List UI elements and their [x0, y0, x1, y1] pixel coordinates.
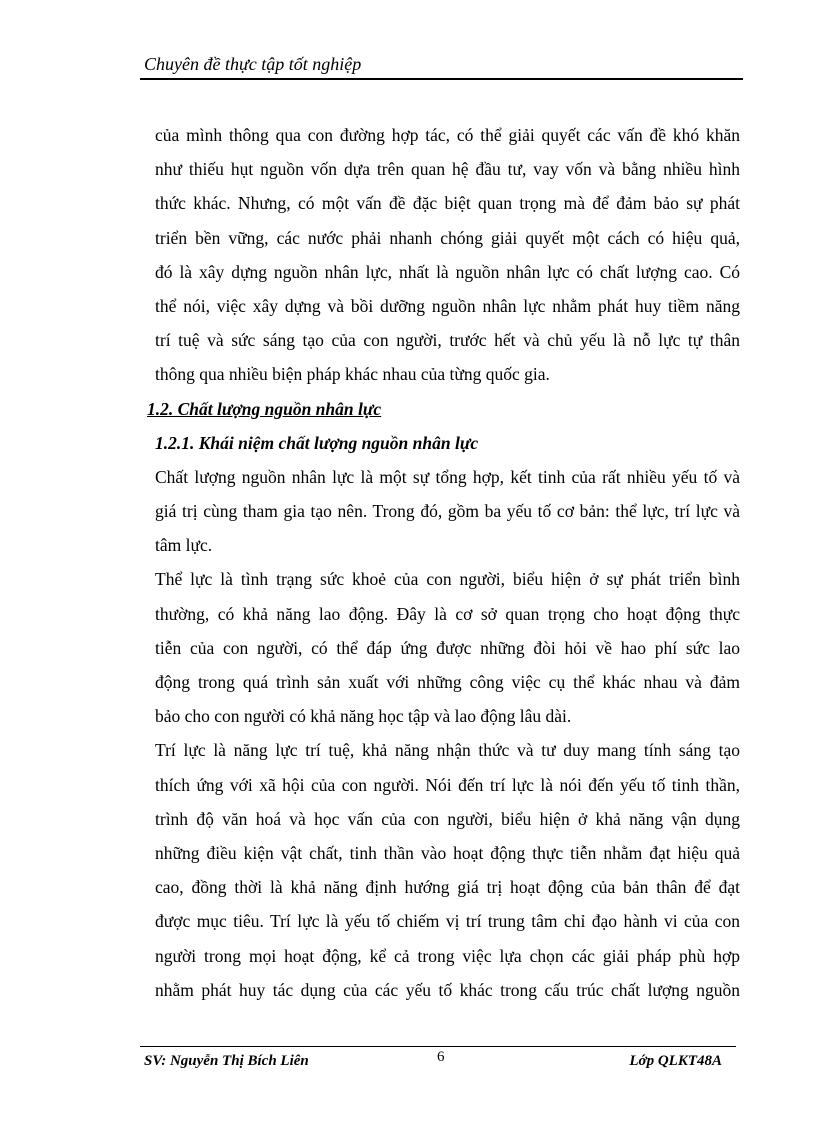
paragraph-line: nhằm phát huy tác dụng của các yếu tố khác trong cấu trúc chất lượng nguồn	[155, 979, 740, 1000]
paragraph-line: người trong mọi hoạt động, kể cả trong việc lựa chọn các giải pháp phù hợp	[155, 945, 740, 966]
paragraph-line: trình độ văn hoá và học vấn của con người, biểu hiện ở khả năng vận dụng	[155, 808, 740, 829]
paragraph-line: được mục tiêu. Trí lực là yếu tố chiếm vị trí trung tâm chỉ đạo hành vi của con	[155, 911, 740, 932]
paragraph-line: triển bền vững, các nước phải nhanh chóng giải quyết một cách có hiệu quả,	[155, 227, 740, 248]
paragraph-line: trí tuệ và sức sáng tạo của con người, trước hết và chủ yếu là nỗ lực tự thân	[155, 330, 740, 351]
paragraph-line: cao, đồng thời là khả năng định hướng giá trị hoạt động của bản thân để đạt	[155, 877, 740, 898]
paragraph-line: Trí lực là năng lực trí tuệ, khả năng nhận thức và tư duy mang tính sáng tạo	[155, 740, 740, 761]
section-heading: 1.2. Chất lượng nguồn nhân lực	[147, 398, 382, 419]
paragraph-line: tiễn của con người, có thể đáp ứng được những đòi hỏi về hao phí sức lao	[155, 637, 740, 658]
paragraph-line: đó là xây dựng nguồn nhân lực, nhất là nguồn nhân lực có chất lượng cao. Có	[155, 261, 740, 282]
document-body	[147, 118, 740, 1007]
paragraph-line: như thiếu hụt nguồn vốn dựa trên quan hệ đầu tư, vay vốn và bằng nhiều hình	[155, 159, 740, 180]
paragraph-line: thường, có khả năng lao động. Đây là cơ sở quan trọng cho hoạt động thực	[155, 603, 740, 624]
subsection-heading: 1.2.1. Khái niệm chất lượng nguồn nhân lực	[155, 432, 479, 453]
page-footer	[140, 1046, 736, 1077]
paragraph-line: động trong quá trình sản xuất với những công việc cụ thể khác nhau và đảm	[155, 672, 740, 692]
paragraph-line: Thể lực là tình trạng sức khoẻ của con người, biểu hiện ở sự phát triển bình	[155, 569, 740, 590]
paragraph-line: giá trị cùng tham gia tạo nên. Trong đó, gồm ba yếu tố cơ bản: thể lực, trí lực và	[155, 501, 740, 522]
page-number: 6	[437, 1049, 445, 1065]
footer-student-name: SV: Nguyễn Thị Bích Liên	[144, 1053, 309, 1069]
paragraph-line: của mình thông qua con đường hợp tác, có thể giải quyết các vấn đề khó khăn	[155, 125, 740, 145]
paragraph-line: thức khác. Nhưng, có một vấn đề đặc biệt quan trọng mà để đảm bảo sự phát	[155, 193, 740, 214]
paragraph-line: tâm lực.	[155, 535, 213, 556]
paragraph-line: thể nói, việc xây dựng và bồi dưỡng nguồn nhân lực nhằm phát huy tiềm năng	[155, 295, 740, 316]
paragraph-line: thích ứng với xã hội của con người. Nói đến trí lực là nói đến yếu tố tinh thần,	[155, 774, 740, 795]
footer-class-name: Lớp QLKT48A	[629, 1053, 722, 1069]
paragraph-line: bảo cho con người có khả năng học tập và lao động lâu dài.	[155, 706, 572, 727]
paragraph-line: thông qua nhiều biện pháp khác nhau của từng quốc gia.	[155, 364, 550, 385]
page-header	[140, 52, 743, 80]
header-title: Chuyên đề thực tập tốt nghiệp	[144, 54, 362, 74]
paragraph-line: Chất lượng nguồn nhân lực là một sự tổng hợp, kết tinh của rất nhiều yếu tố và	[155, 466, 740, 487]
paragraph-line: những điều kiện vật chất, tinh thần vào hoạt động thực tiễn nhằm đạt hiệu quả	[155, 842, 740, 863]
